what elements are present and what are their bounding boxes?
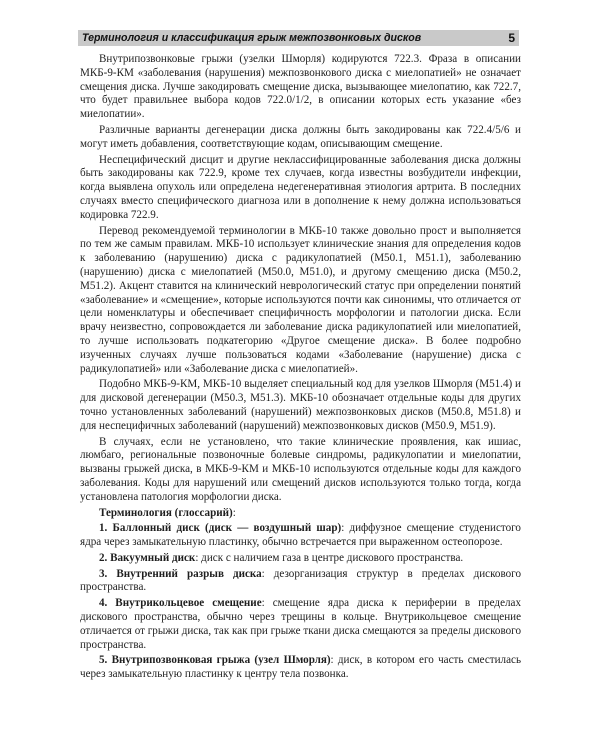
glossary-definition: : диск с наличием газа в центре дискового пространства. bbox=[195, 551, 464, 564]
paragraph-schmorl-codes: Внутрипозвонковые грыжи (узелки Шморля) кодируются 722.3. Фраза в описании МКБ-9-КМ «заболевания (нарушения) межпозвонкового диска с миелопатией» не означает смещения диска. Лучше закодировать смещение диска, вызывающее миелопатию, как 722.7, что будет правильнее выбора кодов 722.0/1/2, в описании которых есть указание «без миелопатии». bbox=[80, 53, 521, 121]
glossary-term: 2. Вакуумный диск bbox=[99, 551, 196, 564]
running-header bbox=[78, 30, 519, 46]
glossary-definition: : диффузное смещение студенистого ядра через замыкательную пластинку, обычно встречается при выраженном остеопорозе. bbox=[80, 522, 521, 549]
glossary-item bbox=[80, 597, 521, 652]
glossary-term: 5. Внутрипозвонковая грыжа (узел Шморля) bbox=[99, 654, 331, 667]
glossary-heading bbox=[80, 507, 521, 521]
glossary-definition: : смещение ядра диска к периферии в пределах дискового пространства, обычно через трещины в кольце. Внутрикольцевое смещение отличается от грыжи диска, так как при грыже ткани диска смещаются за пределы дискового пространства. bbox=[80, 597, 521, 651]
glossary-item bbox=[80, 552, 521, 566]
glossary-term: 4. Внутрикольцевое смещение bbox=[99, 597, 262, 610]
paragraph-icd10-translation: Перевод рекомендуемой терминологии в МКБ-10 также довольно прост и выполняется по тем же самым правилам. МКБ-10 использует клинические знания для определения кодов к заболеванию (нарушению) диска с радикулопатией (M50.1, M51.1), заболеванию (нарушению) диска с миелопатией (M50.0, M51.0), и другому смещению диска (M50.2, M51.2). Акцент ставится на клинический неврологический статус при определении понятий «заболевание» и «смещение», которые используются почти как синонимы, что отличается от цели номенклатуры и обеспечивает специфичность морфологии и патологии диска. Если врачу неизвестно, сопровождается ли заболевание диска радикулопатией или миелопатией, то лучше использовать подкатегорию «Другое смещение диска». В более подробно изученных случаях лучше пользоваться кодами «Заболевание (нарушение) диска с радикулопатией» или «Заболевание диска с миелопатией». bbox=[80, 224, 521, 375]
page-body bbox=[80, 53, 521, 684]
running-header-title: Терминология и классификация грыж межпозвонковых дисков bbox=[82, 32, 422, 44]
page-number: 5 bbox=[508, 31, 515, 45]
glossary-item bbox=[80, 654, 521, 682]
glossary-title-colon: : bbox=[232, 506, 236, 519]
paragraph-degeneration: Различные варианты дегенерации диска должны быть закодированы как 722.4/5/6 и могут иметь добавления, соответствующие кодам, описывающим смещение. bbox=[80, 123, 521, 150]
glossary-title: Терминология (глоссарий) bbox=[99, 506, 233, 519]
glossary-term: 3. Внутренний разрыв диска bbox=[99, 567, 262, 580]
glossary-item bbox=[80, 568, 521, 596]
glossary-definition: : дезорганизация структур в пределах дискового пространства. bbox=[80, 567, 521, 594]
paragraph-clinical-codes: В случаях, если не установлено, что такие клинические проявления, как ишиас, люмбаго, региональные позвоночные болевые синдромы, радикулопатии и миелопатии, вызваны грыжей диска, в МКБ-9-КМ и МКБ-10 используются отдельные коды для каждого заболевания. Коды для нарушений или смещений дисков используются только тогда, когда установлена патология морфологии диска. bbox=[80, 435, 521, 503]
glossary-term: 1. Баллонный диск (диск — воздушный шар) bbox=[99, 522, 342, 535]
paragraph-discitis: Неспецифический дисцит и другие неклассифицированные заболевания диска должны быть закодированы как 722.9, кроме тех случаев, когда известны возбудители инфекции, когда выявлена опухоль или определена недегенеративная этиология артрита. В последних случаях вместо специфического диагноза или в дополнение к нему должна использоваться кодировка 722.9. bbox=[80, 153, 521, 221]
paragraph-icd10-codes: Подобно МКБ-9-КМ, МКБ-10 выделяет специальный код для узелков Шморля (M51.4) и для дисковой дегенерации (M50.3, M51.3). МКБ-10 обозначает отдельные коды для других точно установленных заболеваний (нарушений) межпозвонковых дисков (M50.8, M51.8) и для неспецифичных заболеваний (нарушений) межпозвонковых дисков (M50.9, M51.9). bbox=[80, 378, 521, 432]
glossary-definition: : диск, в котором его часть сместилась через замыкательную пластинку к центру тела позвонка. bbox=[80, 654, 521, 681]
glossary-item bbox=[80, 522, 521, 550]
